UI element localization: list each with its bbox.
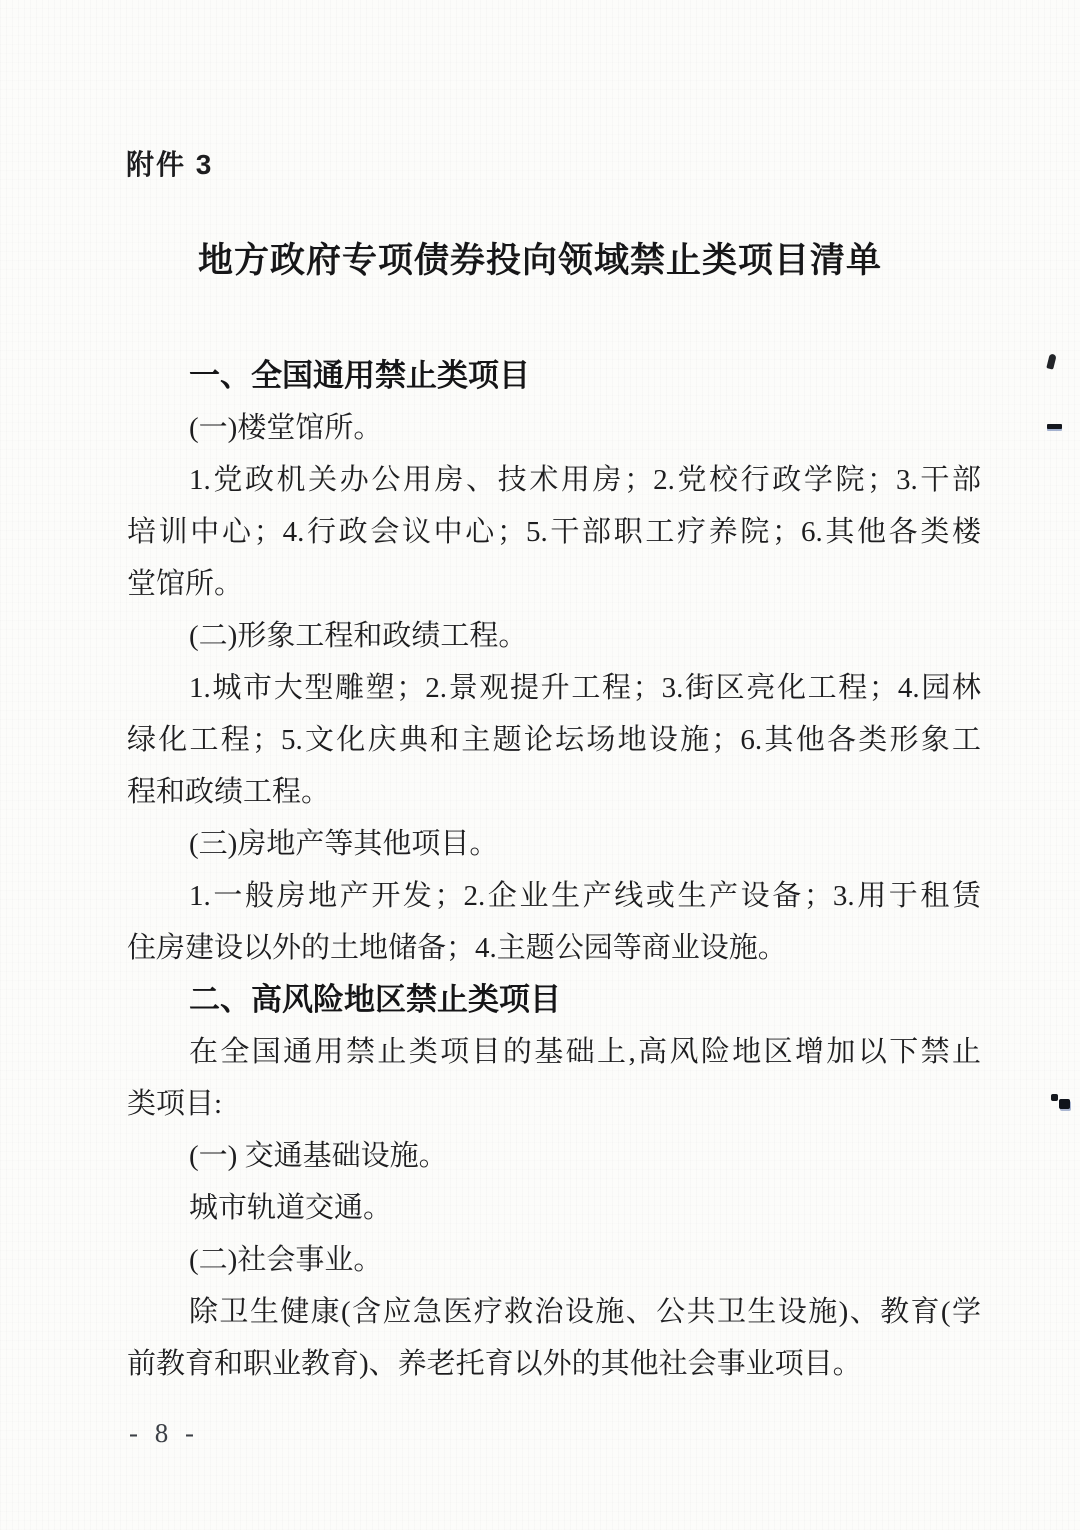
text-line: 在全国通用禁止类项目的基础上,高风险地区增加以下禁止 (189, 1036, 981, 1068)
text-line: (一)楼堂馆所。 (189, 412, 383, 444)
text-line: 堂馆所。 (127, 568, 244, 600)
text-line: 除卫生健康(含应急医疗救治设施、公共卫生设施)、教育(学 (189, 1296, 981, 1328)
text-line: (二)社会事业。 (189, 1244, 383, 1276)
text-line: (二)形象工程和政绩工程。 (189, 620, 528, 652)
text-line: 1.城市大型雕塑；2.景观提升工程；3.街区亮化工程；4.园林 (189, 672, 981, 704)
text-line: 程和政绩工程。 (127, 776, 331, 808)
ink-speck-dot-icon (1059, 1099, 1070, 1109)
ink-speck-dot-icon (1051, 1094, 1058, 1101)
text-line: 类项目: (127, 1088, 223, 1120)
ink-speck-quote-icon (1046, 353, 1056, 369)
page-number: - 8 - (129, 1418, 199, 1448)
text-line: 培训中心；4.行政会议中心；5.干部职工疗养院；6.其他各类楼 (127, 516, 981, 548)
document-title: 地方政府专项债券投向领域禁止类项目清单 (197, 241, 882, 280)
section-heading-1: 一、全国通用禁止类项目 (189, 358, 530, 393)
text-line: (一) 交通基础设施。 (189, 1140, 448, 1172)
attachment-label: 附件 3 (126, 149, 214, 180)
text-line: 绿化工程；5.文化庆典和主题论坛场地设施；6.其他各类形象工 (127, 724, 981, 756)
document-body (127, 350, 981, 1390)
text-line: 住房建设以外的土地储备；4.主题公园等商业设施。 (127, 932, 787, 964)
text-line: 城市轨道交通。 (189, 1192, 393, 1224)
text-line: 1.党政机关办公用房、技术用房；2.党校行政学院；3.干部 (189, 464, 981, 496)
text-line: 前教育和职业教育)、养老托育以外的其他社会事业项目。 (127, 1348, 862, 1380)
text-line: (三)房地产等其他项目。 (189, 828, 499, 860)
section-heading-2: 二、高风险地区禁止类项目 (189, 982, 561, 1017)
ink-speck-dash-icon (1047, 424, 1062, 429)
text-line: 1.一般房地产开发；2.企业生产线或生产设备；3.用于租赁 (189, 880, 981, 912)
